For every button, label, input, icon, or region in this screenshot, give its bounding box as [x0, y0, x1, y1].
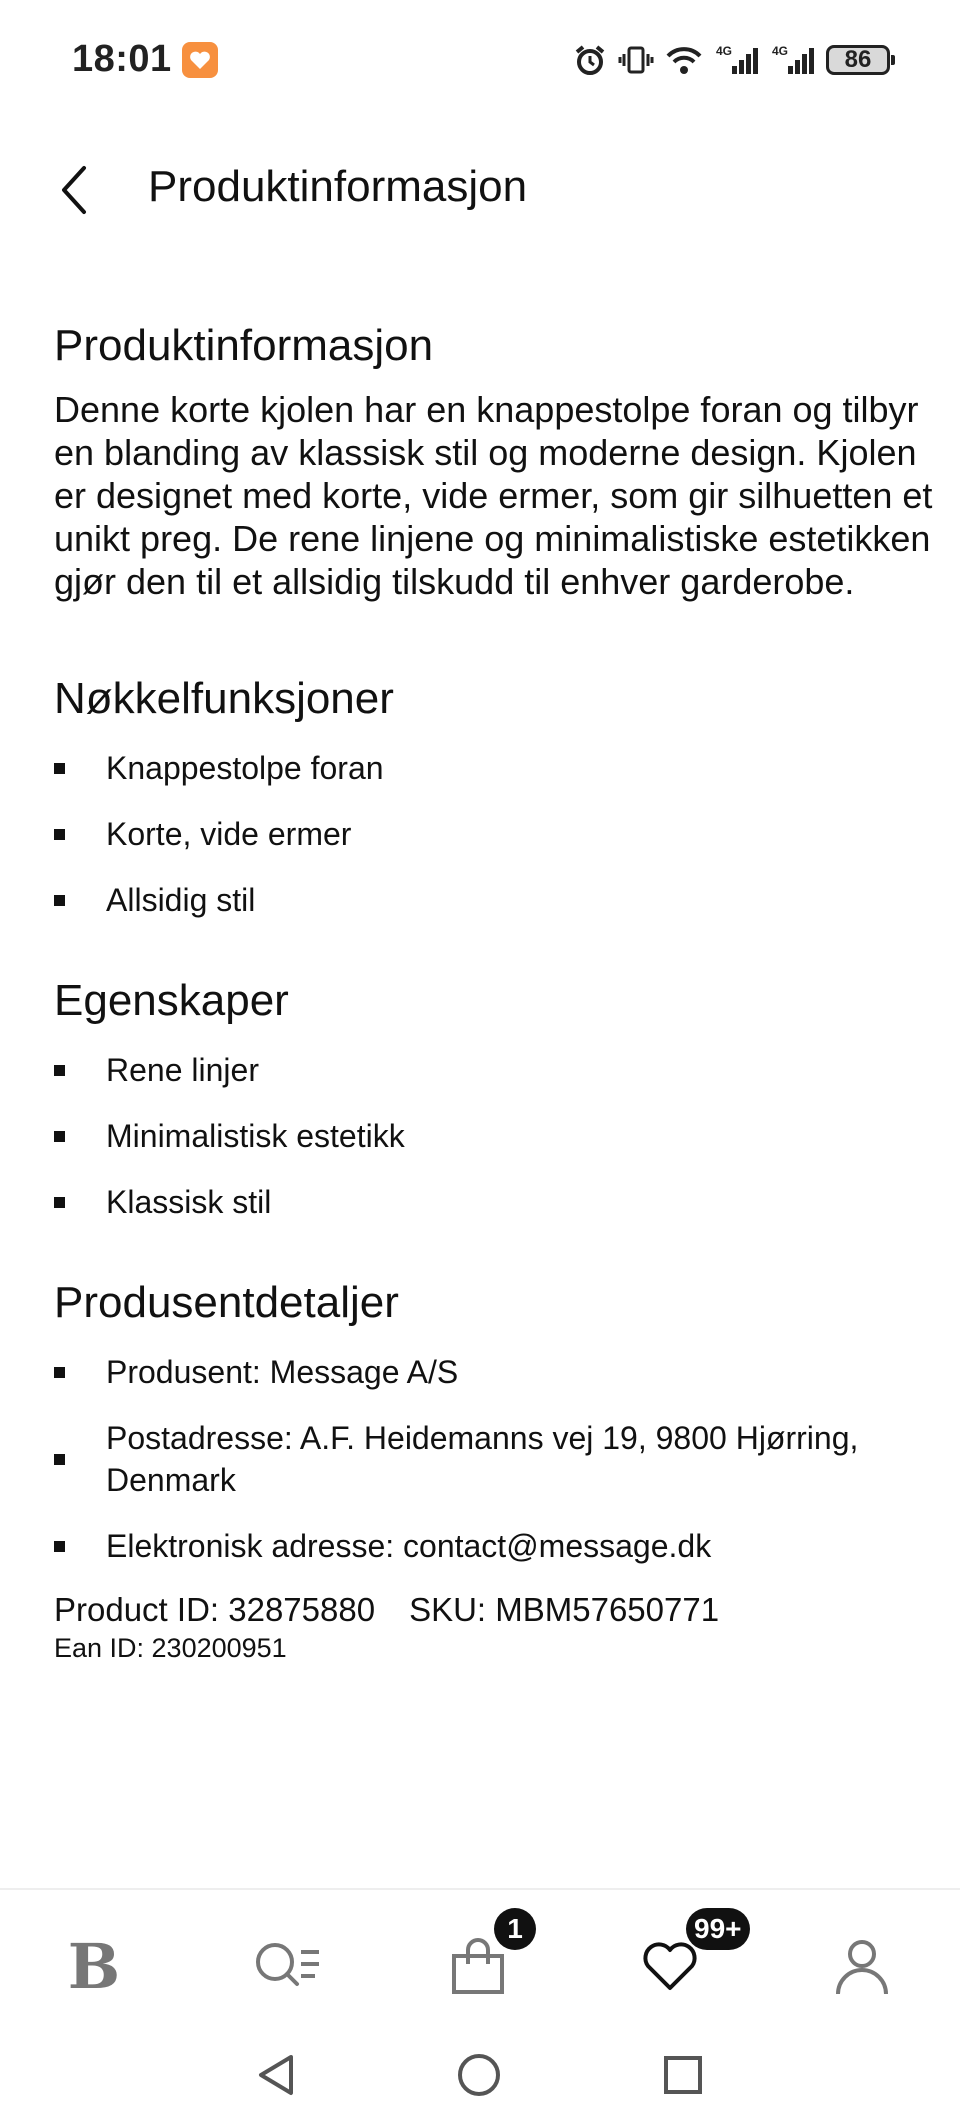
list-item	[54, 813, 934, 855]
list-item-text: Korte, vide ermer	[106, 816, 352, 852]
home-logo: B	[67, 1929, 121, 2003]
list-item-text: Rene linjer	[106, 1052, 259, 1088]
back-button[interactable]	[44, 160, 104, 220]
system-home-button[interactable]	[444, 2040, 514, 2110]
product-id: Product ID: 32875880	[54, 1591, 376, 1628]
wifi-icon	[664, 42, 704, 78]
list-item-text: Elektronisk adresse: contact@message.dk	[106, 1528, 712, 1564]
nav-profile[interactable]	[812, 1916, 912, 2016]
manufacturer-section-title: Produsentdetaljer	[54, 1278, 399, 1327]
nav-wishlist[interactable]	[620, 1913, 742, 2016]
bag-icon	[448, 1936, 508, 1996]
properties-list	[54, 1049, 934, 1223]
bullet-icon	[54, 1197, 65, 1208]
features-section-title: Nøkkelfunksjoner	[54, 674, 394, 723]
signal-4g-icon	[714, 42, 760, 78]
list-item-text: Minimalistisk estetikk	[106, 1118, 405, 1154]
info-section-title: Produktinformasjon	[54, 321, 434, 370]
svg-text:4G: 4G	[772, 44, 789, 58]
home-circle-icon	[455, 2051, 503, 2099]
list-item	[54, 879, 934, 921]
page-title: Produktinformasjon	[148, 162, 528, 211]
bullet-icon	[54, 1065, 65, 1076]
nav-home[interactable]	[44, 1916, 144, 2016]
list-item	[54, 1181, 934, 1223]
list-item	[54, 1049, 934, 1091]
signal-4g-icon	[770, 42, 816, 78]
system-recents-button[interactable]	[648, 2040, 718, 2110]
bullet-icon	[54, 829, 65, 840]
svg-text:4G: 4G	[716, 44, 733, 58]
recents-square-icon	[661, 2053, 705, 2097]
chevron-left-icon	[54, 164, 94, 216]
bag-count-badge: 1	[494, 1908, 536, 1950]
alarm-icon	[572, 42, 608, 78]
nav-bag[interactable]	[428, 1913, 528, 2016]
back-triangle-icon	[253, 2051, 297, 2099]
properties-section-title: Egenskaper	[54, 976, 289, 1025]
list-item	[54, 1525, 934, 1567]
heart-icon	[640, 1938, 700, 1994]
product-description: Denne korte kjolen har en knappestolpe foran og tilbyr en blanding av klassisk stil og moderne design. Kjolen er designet med korte, vide ermer, som gir silhuetten et unikt preg. De rene linjene og minimalistiske estetikken gjør den til et allsidig tilskudd til enhver garderobe.	[54, 389, 933, 602]
bullet-icon	[54, 763, 65, 774]
battery-level: 86	[844, 46, 872, 73]
bottom-nav	[0, 1888, 960, 2030]
vibrate-icon	[618, 42, 654, 78]
wishlist-count-badge: 99+	[686, 1908, 750, 1950]
product-info-content	[54, 316, 934, 1664]
list-item-text: Knappestolpe foran	[106, 750, 384, 786]
bullet-icon	[54, 895, 65, 906]
manufacturer-list	[54, 1351, 934, 1567]
ean-id: Ean ID: 230200951	[54, 1633, 287, 1663]
profile-icon	[834, 1936, 890, 1996]
bullet-icon	[54, 1367, 65, 1378]
list-item-text: Klassisk stil	[106, 1184, 272, 1220]
list-item-text: Postadresse: A.F. Heidemanns vej 19, 9800 Hjørring, Denmark	[106, 1420, 859, 1498]
bullet-icon	[54, 1541, 65, 1552]
list-item-text: Allsidig stil	[106, 882, 256, 918]
list-item	[54, 747, 934, 789]
sku: SKU: MBM57650771	[409, 1591, 720, 1628]
list-item	[54, 1351, 934, 1393]
app-notification-icon	[182, 42, 218, 78]
status-icons	[572, 40, 890, 80]
status-bar	[0, 0, 960, 120]
nav-search[interactable]	[238, 1916, 338, 2016]
features-list	[54, 747, 934, 921]
system-back-button[interactable]	[240, 2040, 310, 2110]
header	[0, 140, 960, 240]
list-item-text: Produsent: Message A/S	[106, 1354, 459, 1390]
status-time: 18:01	[72, 38, 172, 80]
bullet-icon	[54, 1454, 65, 1465]
system-nav	[0, 2030, 960, 2127]
list-item	[54, 1115, 934, 1157]
search-icon	[253, 1938, 323, 1994]
bullet-icon	[54, 1131, 65, 1142]
list-item	[54, 1417, 934, 1501]
battery-icon	[826, 45, 890, 75]
product-ids	[54, 1591, 934, 1629]
